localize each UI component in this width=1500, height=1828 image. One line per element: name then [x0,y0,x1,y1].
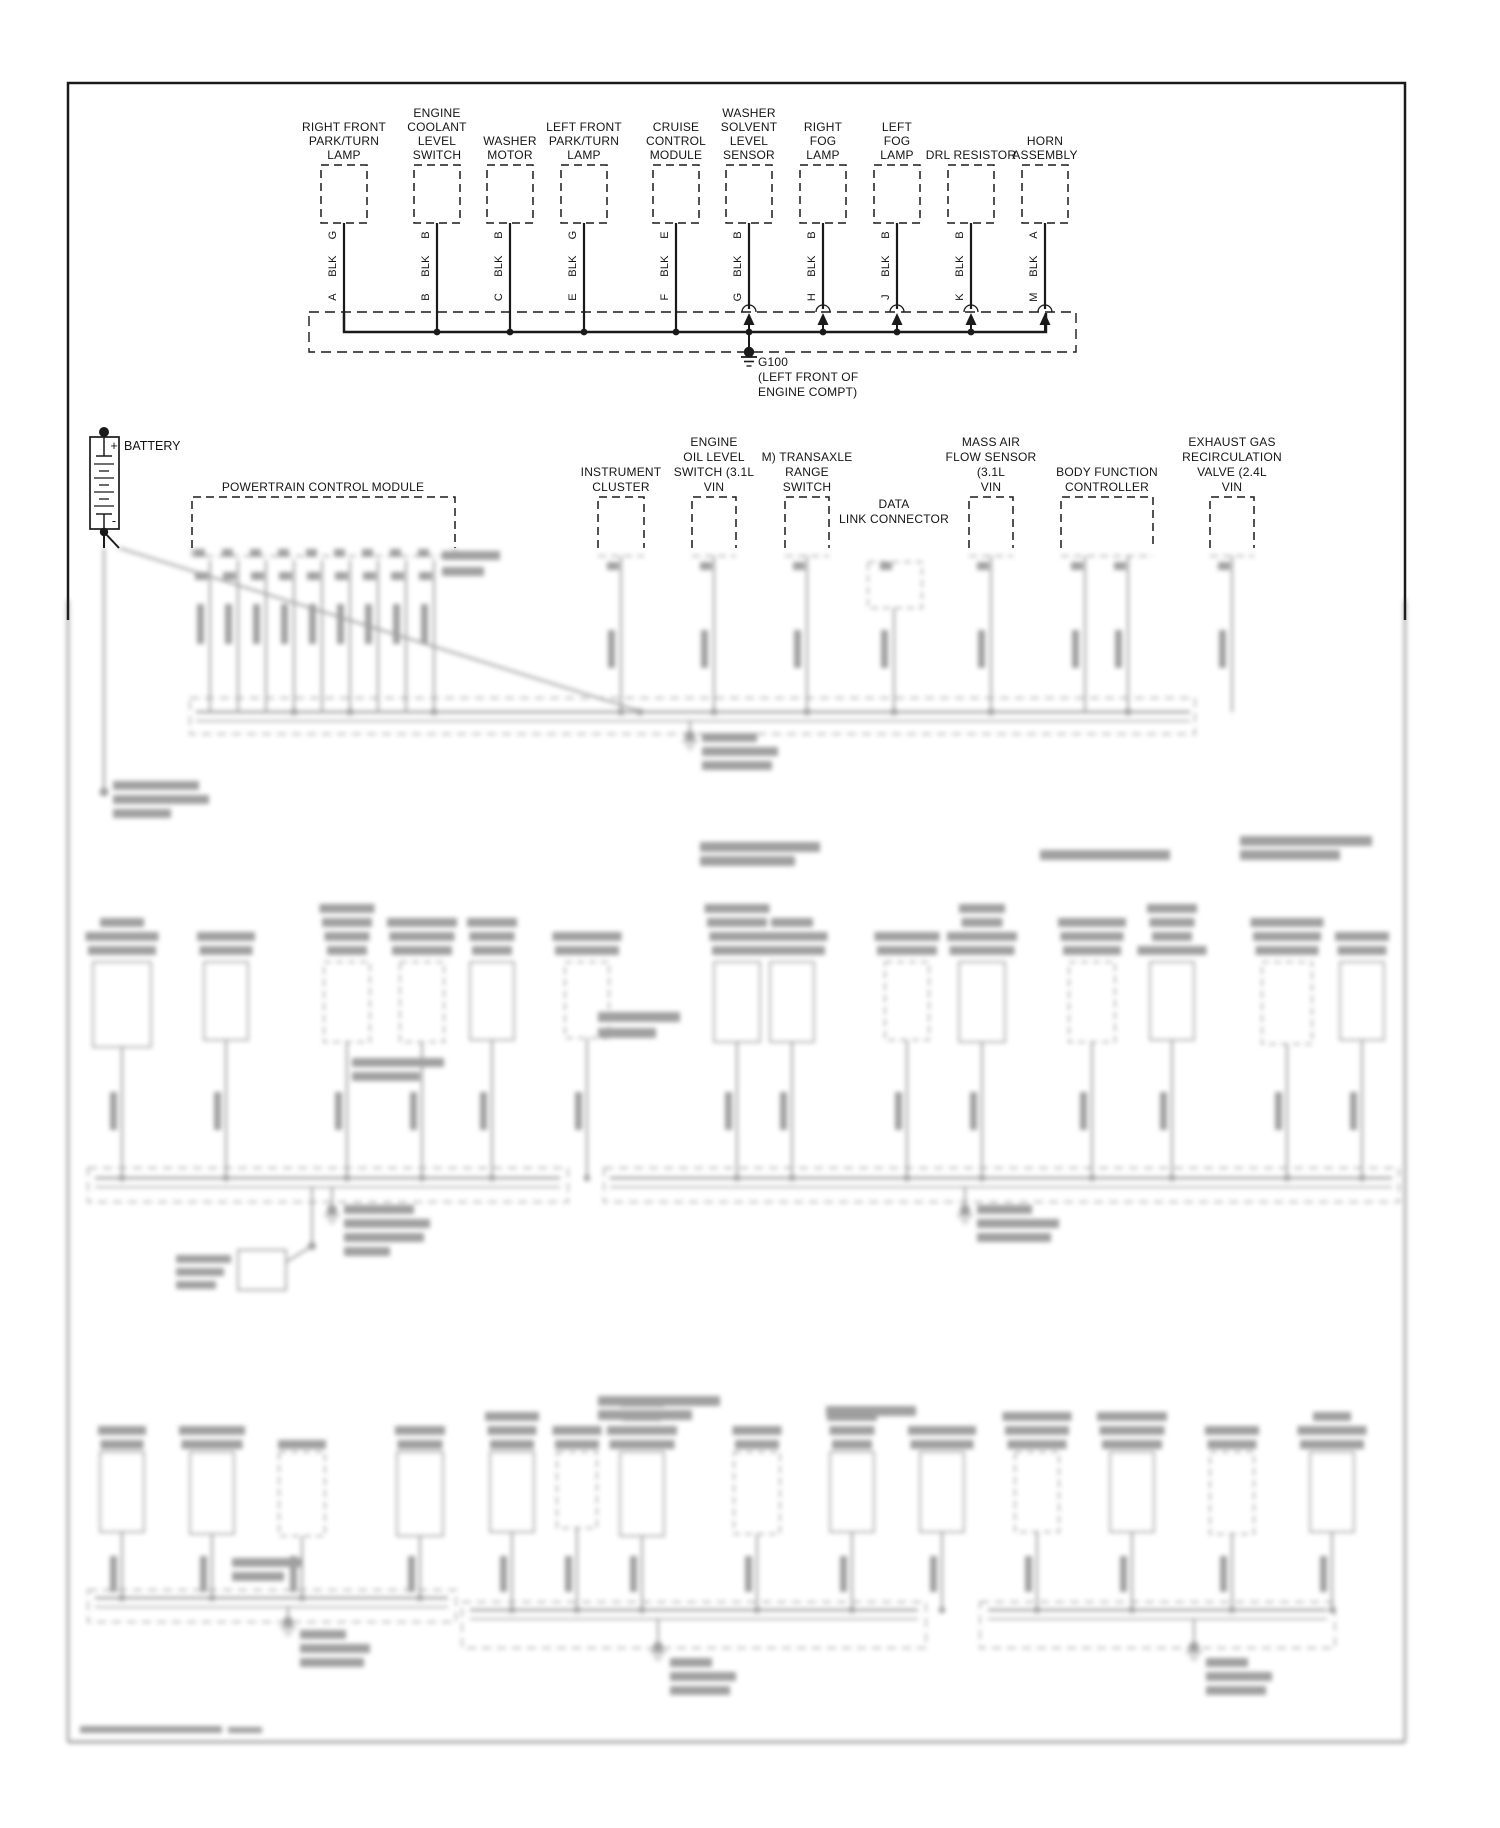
module-exhaust-gas-recirculation-valve-2-4l-vin [1182,435,1282,548]
module-label-line: EXHAUST GAS [1188,435,1276,449]
module-box [969,497,1013,548]
top-component-washer-solvent-level-sensor [721,106,778,332]
module-powertrain-control-module [192,480,455,548]
module-body-function-controller [1056,465,1158,548]
component-label-line: CONTROL [645,134,707,148]
module-box [192,497,455,548]
component-box [948,165,994,223]
component-label-line: RIGHT FRONT [302,120,386,134]
top-component-right-front-park-turn-lamp [302,120,386,332]
terminal-label: E [567,293,579,301]
module-label-line: SWITCH (3.1L [673,465,755,479]
wire-arrowhead-icon [1040,313,1051,325]
module-box [692,497,736,548]
component-label-line: LAMP [567,148,601,162]
module-label-line: (3.1L [976,465,1006,479]
module-box [1061,497,1153,548]
wire-arrowhead-icon [818,313,829,325]
wire-color-label: BLK [880,255,892,277]
ground-bus-line [344,313,1046,332]
wire-color-label: BLK [1028,255,1040,277]
module-m-transaxle-range-switch [762,450,853,548]
pin-label: B [954,231,966,239]
component-label-line: WASHER [483,134,537,148]
g100-location-2: ENGINE COMPT) [758,385,858,399]
module-label-line: FLOW SENSOR [945,450,1037,464]
component-box [561,165,607,223]
module-label-line: VIN [980,480,1002,494]
pin-label: B [880,231,892,239]
top-component-left-front-park-turn-lamp [546,120,622,332]
component-label-line: LEVEL [729,134,769,148]
terminal-label: K [954,293,966,301]
battery-minus-sign: - [111,514,117,528]
pin-label: G [327,230,339,240]
blurred-diagram-region [68,548,1405,1742]
component-label-line: LAMP [880,148,914,162]
component-label-line: LAMP [327,148,361,162]
component-box [321,165,367,223]
top-component-engine-coolant-level-switch [407,106,467,332]
wire-color-label: BLK [659,255,671,277]
component-label-line: FOG [883,134,911,148]
top-component-washer-motor [483,134,537,332]
wire-arrowhead-icon [744,313,755,325]
module-instrument-cluster [581,465,662,548]
module-label-line: VIN [703,480,725,494]
component-box [414,165,460,223]
component-label-line: HORN [1026,134,1064,148]
wire-color-label: BLK [493,255,505,277]
g100-id: G100 [758,355,789,369]
component-label-line: CRUISE [652,120,700,134]
component-label-line: RIGHT [803,120,843,134]
component-label-line: ASSEMBLY [1012,148,1078,162]
module-box [598,497,644,548]
component-label-line: LEFT [881,120,913,134]
pin-label: B [806,231,818,239]
module-label-line: BODY FUNCTION [1056,465,1158,479]
module-engine-oil-level-switch-3-1l-vin [674,435,755,548]
terminal-label: H [806,292,818,302]
module-label-line: OIL LEVEL [683,450,745,464]
g100-location-1: (LEFT FRONT OF [758,370,859,384]
component-label-line: DRL RESISTOR [925,148,1017,162]
module-label-line: DATA [878,497,910,511]
wire-color-label: BLK [567,255,579,277]
component-label-line: PARK/TURN [308,134,380,148]
component-label-line: FOG [809,134,837,148]
terminal-label: A [327,293,339,301]
module-label-line: INSTRUMENT [580,465,662,479]
component-label-line: MODULE [649,148,703,162]
pin-label: B [732,231,744,239]
component-box [1022,165,1068,223]
battery-plus-sign: + [110,439,118,453]
component-label-line: SOLVENT [720,120,778,134]
module-label-line: RANGE [785,465,829,479]
module-label-line: CONTROLLER [1064,480,1150,494]
top-component-left-fog-lamp [874,120,920,332]
module-label-line: MASS AIR [961,435,1021,449]
top-component-drl-resistor [926,148,1017,332]
component-box [874,165,920,223]
pin-label: E [659,231,671,239]
component-label-line: SWITCH [412,148,462,162]
module-label-line: CLUSTER [592,480,650,494]
pin-label: G [567,230,579,240]
component-label-line: COOLANT [407,120,467,134]
wire-color-label: BLK [327,255,339,277]
component-box [800,165,846,223]
component-label-line: SENSOR [723,148,775,162]
g100-ground-label [758,355,858,399]
component-box [487,165,533,223]
top-component-right-fog-lamp [800,120,846,332]
terminal-label: F [659,293,671,301]
component-label-line: MOTOR [487,148,533,162]
module-label-line: LINK CONNECTOR [839,512,949,526]
pin-label: A [1028,231,1040,239]
module-mass-air-flow-sensor-3-1l-vin [946,435,1037,548]
pin-label: B [493,231,505,239]
wire-color-label: BLK [954,255,966,277]
terminal-label: G [732,292,744,302]
component-label-line: WASHER [722,106,776,120]
top-component-cruise-control-module [646,120,706,332]
wire-color-label: BLK [732,255,744,277]
wire-color-label: BLK [420,255,432,277]
component-box [653,165,699,223]
module-label-line: VIN [1221,480,1243,494]
module-label-line: VALVE (2.4L [1197,465,1267,479]
module-label-line: POWERTRAIN CONTROL MODULE [221,480,425,494]
component-box [726,165,772,223]
module-label-line: SWITCH [782,480,832,494]
module-data-link-connector [839,497,949,526]
module-label-line: ENGINE [690,435,738,449]
wire-arrowhead-icon [892,313,903,325]
module-label-line: M) TRANSAXLE [761,450,853,464]
terminal-label: M [1028,292,1040,302]
g100-ground-symbol [741,332,757,366]
module-box [785,497,829,548]
pin-label: B [420,231,432,239]
top-component-horn-assembly [1012,134,1077,332]
component-label-line: LEFT FRONT [546,120,622,134]
module-label-line: RECIRCULATION [1182,450,1282,464]
component-label-line: LAMP [806,148,840,162]
component-label-line: ENGINE [413,106,461,120]
component-label-line: LEVEL [417,134,457,148]
wire-arrowhead-icon [966,313,977,325]
wire-color-label: BLK [806,255,818,277]
terminal-label: J [880,294,892,300]
terminal-label: C [493,292,505,302]
module-box [1210,497,1254,548]
component-label-line: PARK/TURN [548,134,620,148]
battery-label: BATTERY [124,439,181,453]
terminal-label: B [420,293,432,301]
